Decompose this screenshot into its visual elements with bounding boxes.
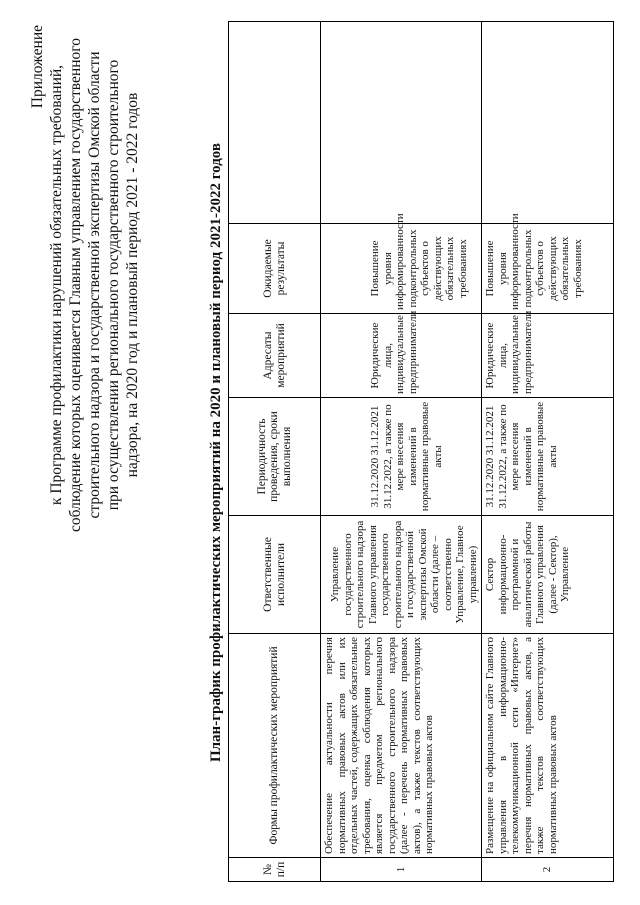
events-table (228, 21, 614, 882)
row-num: 2 (482, 858, 614, 882)
row-results: Повышение уровня информированности подконтрольных субъектов о действующих обязательных требованиях (321, 224, 482, 314)
row-forms: Размещение на официальном сайте Главного управления в информационно-телекоммуникационной сети «Интернет» перечня нормативных правовых актов, а также текстов соответствующих нормативных правовых актов (482, 634, 614, 858)
appendix-line: надзора, на 2020 год и плановый период 2021 - 2022 годов (124, 92, 141, 478)
blank-cell (321, 22, 482, 224)
header-periodicity: Периодичность проведения, сроки выполнения (229, 398, 321, 516)
appendix-block (28, 25, 142, 545)
blank-column-header (229, 22, 321, 224)
header-executors: Ответственные исполнители (229, 516, 321, 634)
header-forms: Формы профилактических мероприятий (229, 634, 321, 858)
row-results: Повышение уровня информированности подконтрольных субъектов о действующих обязательных требованиях (482, 224, 614, 314)
row-addressees: Юридические лица, индивидуальные предприниматели (321, 314, 482, 398)
table-row (321, 22, 482, 882)
document-title: План-график профилактических мероприятий на 2020 и плановый период 2021-2022 годов (208, 142, 224, 763)
row-executors: Сектор информационно-программной и аналитической работы Главного управления (далее - Сектор), Управление (482, 516, 614, 634)
blank-cell (482, 22, 614, 224)
header-addressees: Адресаты мероприятий (229, 314, 321, 398)
row-forms: Обеспечение актуальности перечня нормативных правовых актов или их отдельных частей, содержащих обязательные требования, оценка соблюдения которых является предметом регионального государственного строительного надзора (далее - перечень нормативных правовых актов), а также текстов соответствующих нормативных правовых актов (321, 634, 482, 858)
row-executors: Управление государственного строительного надзора Главного управления государственного строительного надзора и государственной экспертизы Омской области (далее – соответственно Управление, Главное управление) (321, 516, 482, 634)
header-results: Ожидаемые результаты (229, 224, 321, 314)
table-header-row (229, 22, 321, 882)
row-addressees: Юридические лица, индивидуальные предприниматели (482, 314, 614, 398)
appendix-line: при осуществлении регионального государственного строительного (105, 59, 122, 511)
row-periodicity: 31.12.2020 31.12.2021 31.12.2022, а также по мере внесения изменений в нормативные правовые акты (321, 398, 482, 516)
appendix-line: к Программе профилактики нарушений обязательных требований, (48, 64, 65, 506)
appendix-label: Приложение (29, 25, 46, 109)
appendix-line: соблюдение которых оценивается Главным управлением государственного (67, 38, 84, 532)
row-periodicity: 31.12.2020 31.12.2021 31.12.2022, а также по мере внесения изменений в нормативные правовые акты (482, 398, 614, 516)
appendix-line: строительного надзора и государственной экспертизы Омской области (86, 51, 103, 519)
table-row (482, 22, 614, 882)
header-num: № п/п (229, 858, 321, 882)
row-num: 1 (321, 858, 482, 882)
